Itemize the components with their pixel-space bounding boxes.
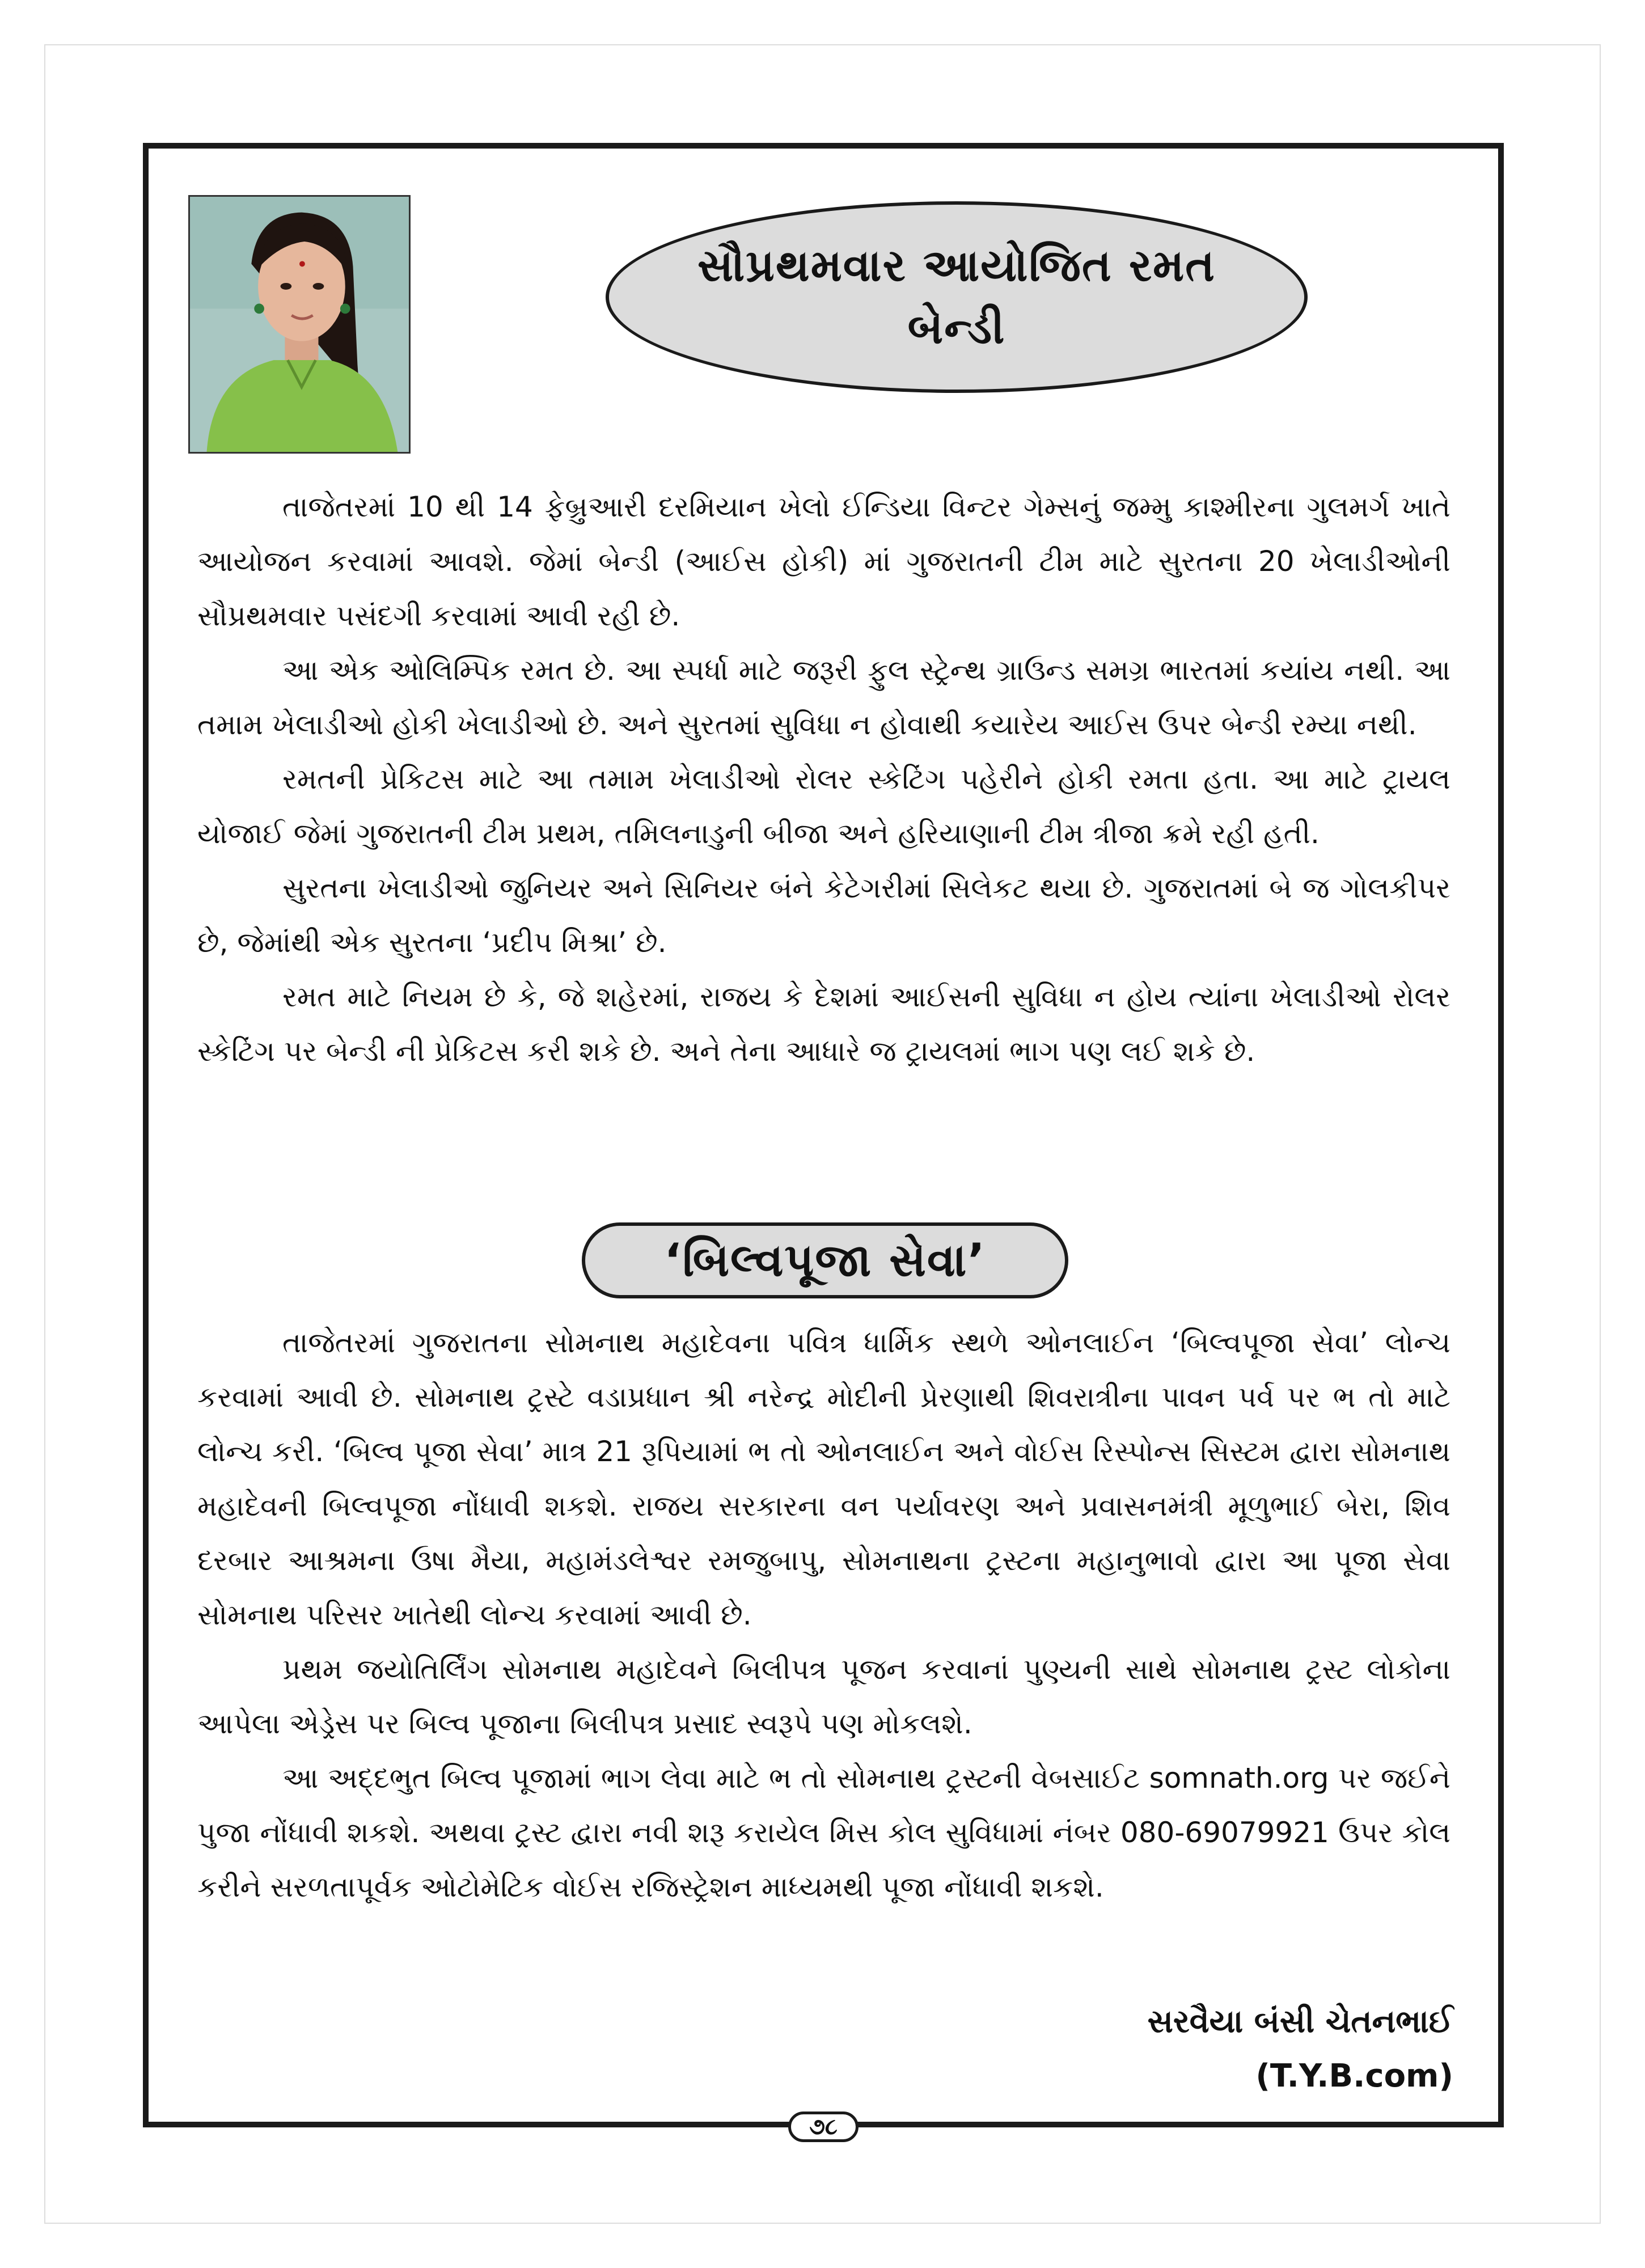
article2-paragraph: તાજેતરમાં ગુજરાતના સોમનાથ મહાદેવના પવિત્ર ધાર્મિક સ્થળે ઓનલાઈન ‘બિલ્વપૂજા સેવા’ લોન્ચ કરવામાં આવી છે. સોમનાથ ટ્રસ્ટે વડાપ્રધાન શ્રી નરેન્દ્ર મોદીની પ્રેરણાથી શિવરાત્રીના પાવન પર્વ પર ભ તો માટે લોન્ચ કરી. ‘બિલ્વ પૂજા સેવા’ માત્ર 21 રૂપિયામાં ભ તો ઓનલાઈન અને વોઈસ રિસ્પોન્સ સિસ્ટમ દ્વારા સોમનાથ મહાદેવની બિલ્વપૂજા નોંધાવી શકશે. રાજય સરકારના વન પર્યાવરણ અને પ્રવાસનમંત્રી મૂળુભાઈ બેરા, શિવ દરબાર આશ્રમના ઉષા મૈયા, મહામંડલેશ્વર રમજુબાપુ, સોમનાથના ટ્રસ્ટના મહાનુભાવો દ્વારા આ પૂજા સેવા સોમનાથ પરિસર ખાતેથી લોન્ચ કરવામાં આવી છે. [197,1326,1451,1631]
article1-paragraph: સુરતના ખેલાડીઓ જુનિયર અને સિનિયર બંને કેટેગરીમાં સિલેકટ થયા છે. ગુજરાતમાં બે જ ગોલકીપર છે, જેમાંથી એક સુરતના ‘પ્રદીપ મિશ્રા’ છે. [197,871,1451,959]
article2-paragraph: આ અદ્દભુત બિલ્વ પૂજામાં ભાગ લેવા માટે ભ તો સોમનાથ ટ્રસ્ટની વેબસાઈટ somnath.org પર જઈને પુજા નોંધાવી શકશે. અથવા ટ્રસ્ટ દ્વારા નવી શરૂ કરાયેલ મિસ કોલ સુવિધામાં નંબર 080-69079921 ઉપર કોલ કરીને સરળતાપૂર્વક ઓટોમેટિક વોઈસ રજિસ્ટ્રેશન માધ્યમથી પૂજા નોંધાવી શકશે. [197,1762,1451,1903]
article1-title-oval [606,201,1308,393]
author-degree: (T.Y.B.com) [1255,2058,1453,2094]
article1-paragraph: આ એક ઓલિમ્પિક રમત છે. આ સ્પર્ધા માટે જરૂરી ફુલ સ્ટ્રેન્થ ગ્રાઉન્ડ સમગ્ર ભારતમાં કયાંય નથી. આ તમામ ખેલાડીઓ હોકી ખેલાડીઓ છે. અને સુરતમાં સુવિધા ન હોવાથી કયારેય આઈસ ઉપર બેન્ડી રમ્યા નથી. [197,654,1451,741]
article1-body [197,480,1451,1078]
article1-title-line1: સૌપ્રથમવાર આયોજિત રમત [697,240,1216,291]
article1-title-line2: બેન્ડી [907,303,1006,354]
article1-paragraph: રમત માટે નિયમ છે કે, જે શહેરમાં, રાજય કે દેશમાં આઈસની સુવિધા ન હોય ત્યાંના ખેલાડીઓ રોલર સ્કેટિંગ પર બેન્ડી ની પ્રેકિટસ કરી શકે છે. અને તેના આધારે જ ટ્રાયલમાં ભાગ પણ લઈ શકે છે. [197,980,1451,1068]
author-photo [188,195,411,454]
article2-title: ‘બિલ્વપૂજા સેવા’ [582,1222,1068,1298]
article2-body [197,1315,1451,1914]
author-name: સરવૈયા બંસી ચેતનભાઈ [1147,2003,1453,2040]
page-number: ૭૮ [788,2112,859,2142]
article2-paragraph: પ્રથમ જયોતિર્લિંગ સોમનાથ મહાદેવને બિલીપત્ર પૂજન કરવાનાં પુણ્યની સાથે સોમનાથ ટ્રસ્ટ લોકોના આપેલા એડ્રેસ પર બિલ્વ પૂજાના બિલીપત્ર પ્રસાદ સ્વરૂપે પણ મોકલશે. [197,1653,1451,1740]
article1-paragraph: તાજેતરમાં 10 થી 14 ફેબ્રુઆરી દરમિયાન ખેલો ઈન્ડિયા વિન્ટર ગેમ્સનું જમ્મુ કાશ્મીરના ગુલમર્ગ ખાતે આયોજન કરવામાં આવશે. જેમાં બેન્ડી (આઈસ હોકી) માં ગુજરાતની ટીમ માટે સુરતના 20 ખેલાડીઓની સૌપ્રથમવાર પસંદગી કરવામાં આવી રહી છે. [197,490,1451,632]
article1-paragraph: રમતની પ્રેકિટસ માટે આ તમામ ખેલાડીઓ રોલર સ્કેટિંગ પહેરીને હોકી રમતા હતા. આ માટે ટ્રાયલ યોજાઈ જેમાં ગુજરાતની ટીમ પ્રથમ, તમિલનાડુની બીજા અને હરિયાણાની ટીમ ત્રીજા ક્રમે રહી હતી. [197,763,1451,850]
